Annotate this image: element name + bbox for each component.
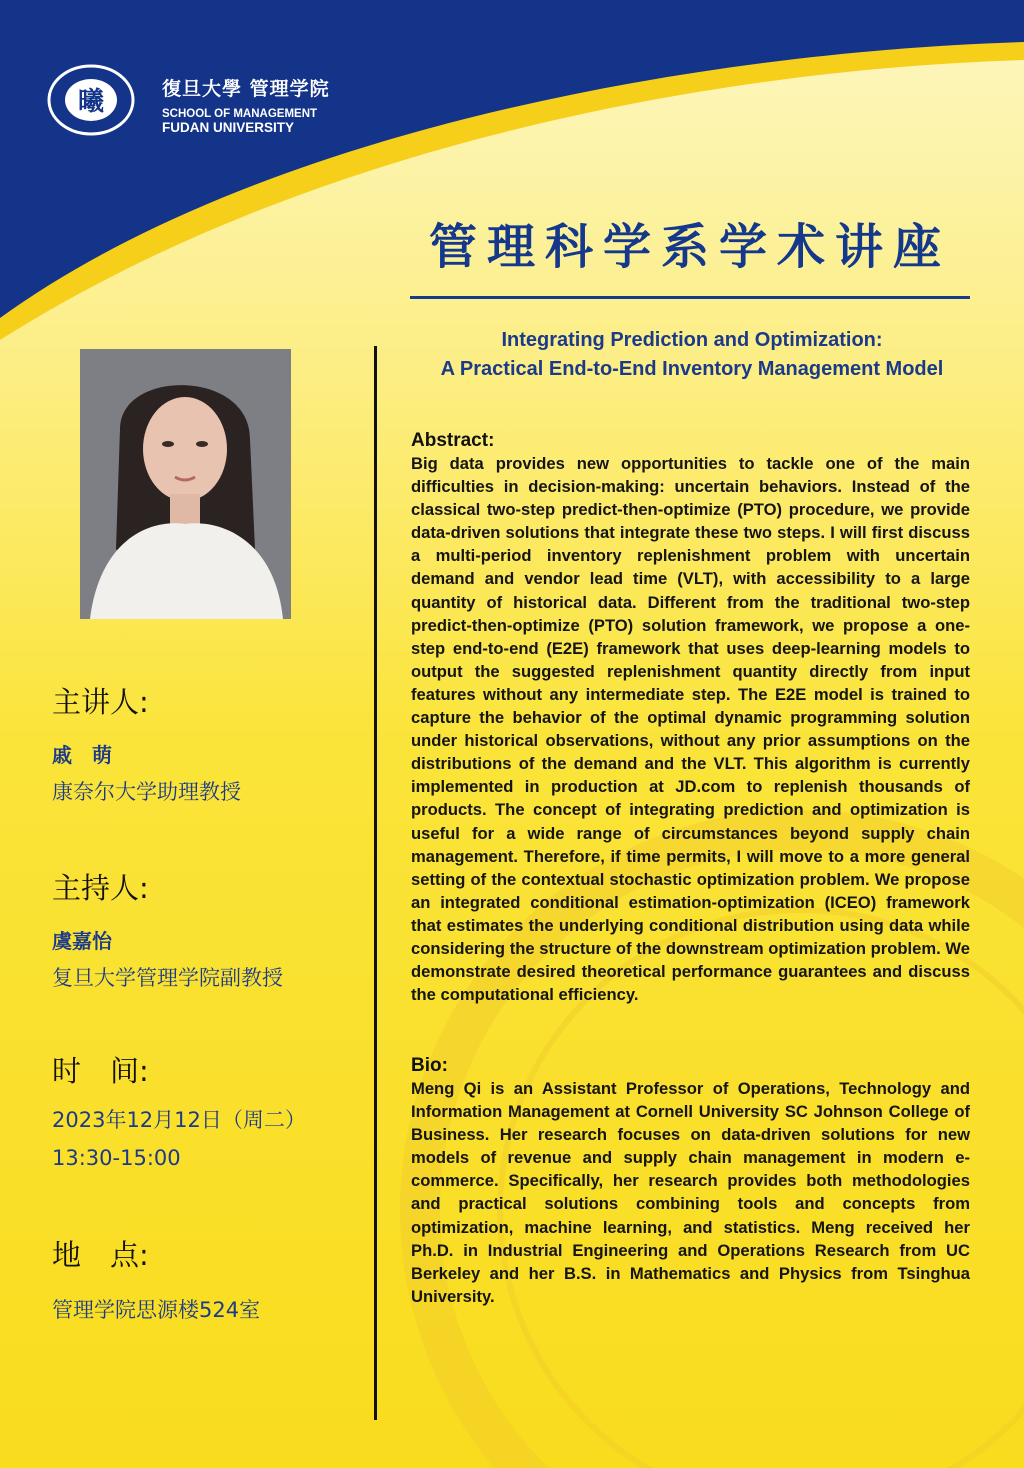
bio-text: Meng Qi is an Assistant Professor of Operations, Technology and Information Management at Cornell University SC Johnson College of Business. Her research focuses on data-driven solutions for new models of revenue and supply chain management in modern e-commerce. Specifically, her research provides both methodologies and practical solutions combining tools and concepts from optimization, machine learning, and statistics. Meng received her Ph.D. in Industrial Engineering and Operations Research from UC Berkeley and her B.S. in Mathematics and Physics from Tsinghua University. [411,1079,970,1306]
host-label: 主持人: [52,871,149,905]
school-logo-text [162,74,330,135]
event-location: 管理学院思源楼524室 [52,1298,261,1322]
speaker-block [52,680,241,806]
lecture-series-title: 管理科学系学术讲座 [428,219,951,275]
abstract-section [411,430,970,1006]
speaker-affiliation: 康奈尔大学助理教授 [52,780,241,804]
event-hours: 13:30-15:00 [52,1146,181,1170]
fudan-seal-icon [46,64,136,136]
host-name: 虞嘉怡 [52,929,112,953]
place-label: 地 点: [52,1238,149,1272]
time-label: 时 间: [52,1054,149,1088]
logo-university-name: FUDAN UNIVERSITY [162,120,295,135]
place-block [52,1233,260,1324]
time-block [52,1049,306,1170]
event-date: 2023年12月12日（周二） [52,1108,306,1132]
speaker-photo [80,349,291,619]
talk-title-line-2: A Practical End-to-End Inventory Management Model [440,358,944,380]
bio-section [411,1055,970,1308]
host-affiliation: 复旦大学管理学院副教授 [52,966,283,990]
logo-school-name: SCHOOL OF MANAGEMENT [162,108,318,120]
seal-character: 曦 [77,87,105,117]
host-block [52,866,283,992]
talk-title [404,326,980,384]
speaker-name: 戚 萌 [52,743,112,767]
speaker-label: 主讲人: [52,685,149,719]
column-divider [374,346,377,1420]
title-divider [410,296,970,299]
bio-heading: Bio: [411,1055,448,1076]
talk-title-line-1: Integrating Prediction and Optimization: [501,329,883,351]
abstract-text: Big data provides new opportunities to tackle one of the main difficulties in decision-making: uncertain behaviors. Instead of the classical two-step predict-then-optimize (PTO) procedure, we provide data-driven solutions that integrate these two steps. I will first discuss a multi-period inventory replenishment problem with uncertain demand and vendor lead time (VLT), with accessibility to a large quantity of historical data. Different from the traditional two-step predict-then-optimize (PTO) solution framework, we propose a one-step end-to-end (E2E) framework that uses deep-learning models to output the suggested replenishment quantity directly from input features without any intermediate step. The E2E model is trained to capture the behavior of the optimal dynamic programming solution under historical observations, without any prior assumptions on the distributions of the demand and the VLT. This algorithm is currently implemented in production at JD.com to replenish thousands of products. The concept of integrating prediction and optimization is useful for a wide range of circumstances beyond supply chain management. Therefore, if time permits, I will move to a more general setting of the contextual stochastic optimization problem. We propose an integrated conditional estimation-optimization (ICEO) framework that estimates the underlying conditional distribution using data while considering the structure of the downstream optimization problem. We demonstrate desired theoretical performance guarantees and discuss the computational efficiency. [411,454,970,1005]
logo-chinese-name: 復旦大學 管理学院 [162,78,330,100]
abstract-heading: Abstract: [411,430,495,451]
